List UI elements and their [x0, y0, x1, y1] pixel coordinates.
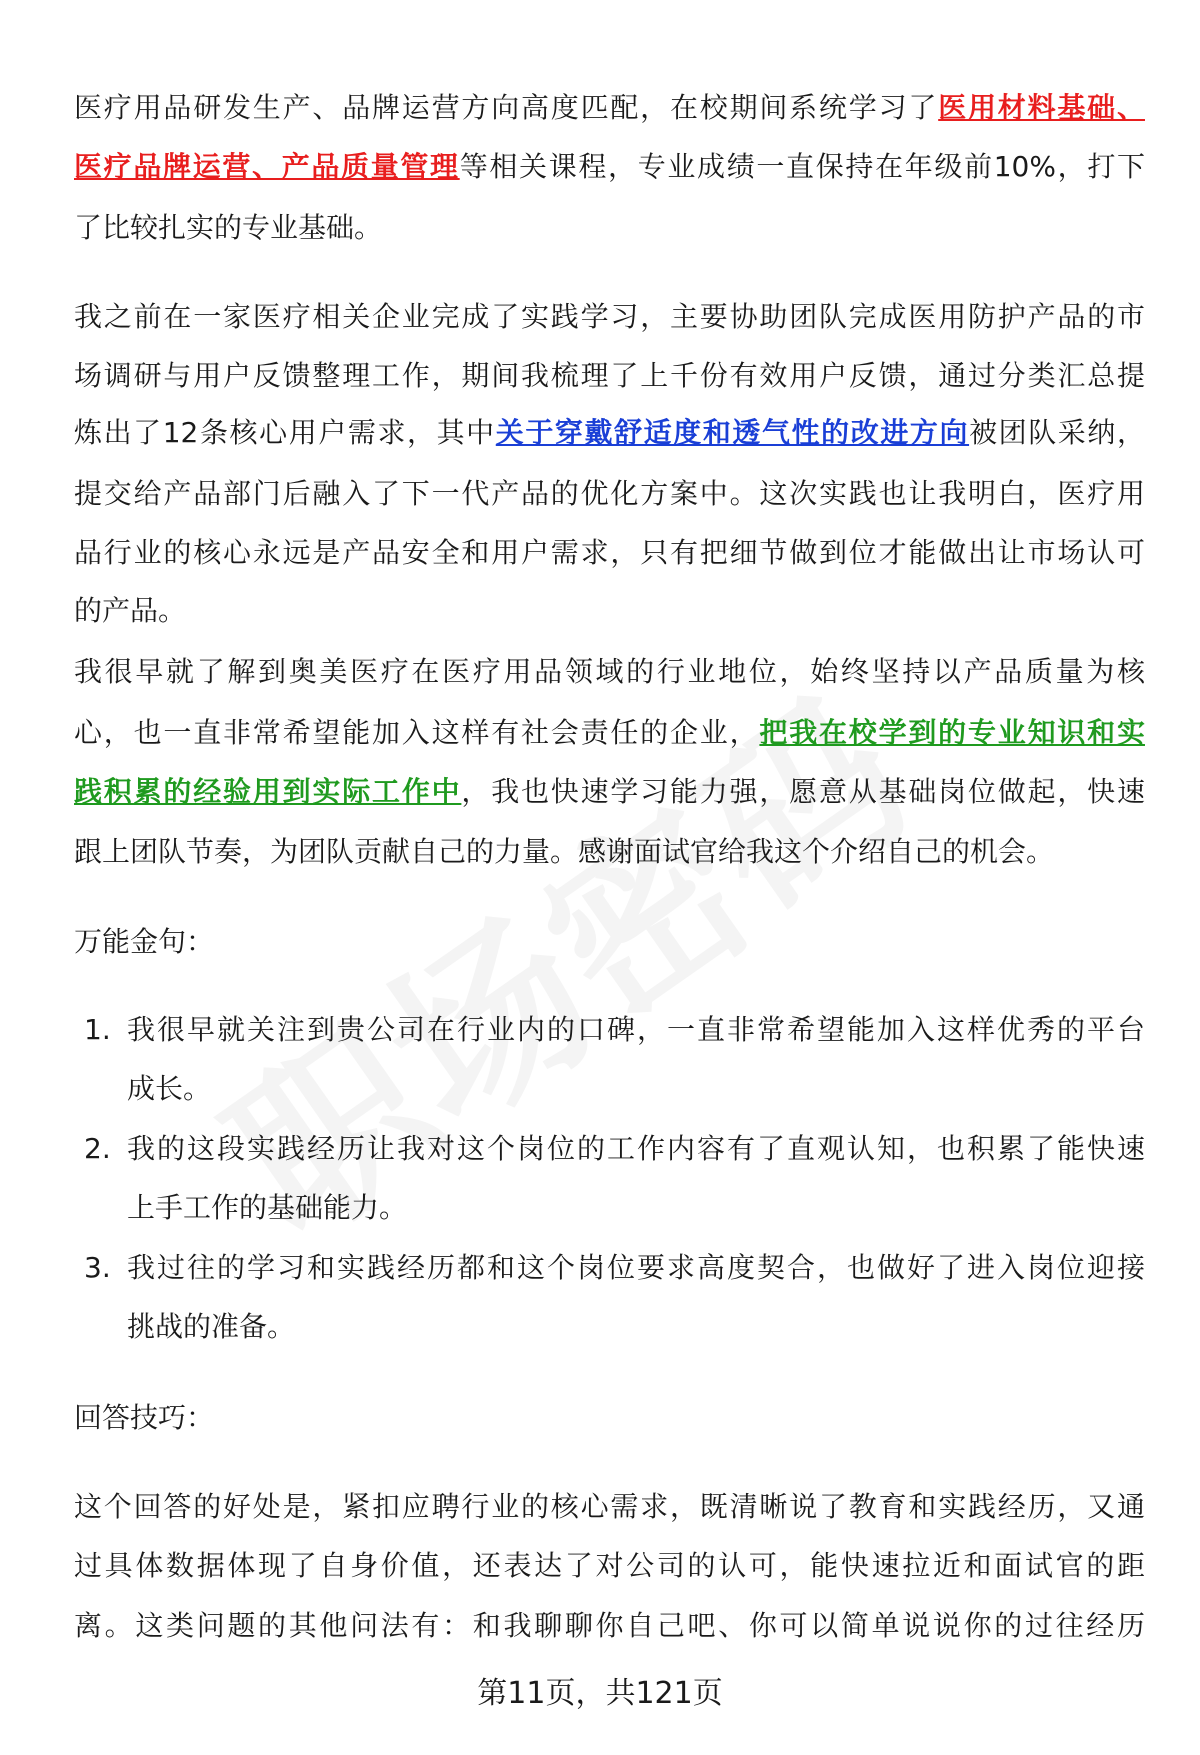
text-segment: 场调研与用户反馈整理工作，期间我梳理了上千份有效用户反馈，通过分类汇总提 [74, 359, 1145, 392]
text-segment: 的产品。 [74, 594, 187, 627]
text-line [74, 208, 1145, 248]
text-segment: 我过往的学习和实践经历都和这个岗位要求高度契合，也做好了进入岗位迎接 [127, 1251, 1145, 1284]
highlighted-text: 把我在校学到的专业知识和实 [759, 716, 1145, 749]
text-line [74, 88, 1145, 128]
text-line [74, 297, 1145, 337]
text-line [74, 832, 1145, 872]
text-segment: 我很早就关注到贵公司在行业内的口碑，一直非常希望能加入这样优秀的平台 [127, 1013, 1145, 1046]
text-line [74, 356, 1145, 396]
text-line [127, 1188, 1145, 1228]
text-line [74, 413, 1145, 453]
text-segment: 了比较扎实的专业基础。 [74, 211, 383, 244]
text-segment: 跟上团队节奏，为团队贡献自己的力量。感谢面试官给我这个介绍自己的机会。 [74, 835, 1055, 868]
text-line [74, 922, 1145, 962]
list-number: 2. [84, 1132, 111, 1165]
text-segment: 我之前在一家医疗相关企业完成了实践学习，主要协助团队完成医用防护产品的市 [74, 300, 1145, 333]
highlighted-text: 关于穿戴舒适度和透气性的改进方向 [495, 416, 970, 449]
text-segment: 回答技巧： [74, 1401, 215, 1434]
page-number: 第11页，共121页 [477, 1676, 723, 1711]
text-segment: 品行业的核心永远是产品安全和用户需求，只有把细节做到位才能做出让市场认可 [74, 536, 1145, 569]
text-line [74, 1546, 1145, 1586]
text-segment: 上手工作的基础能力。 [127, 1191, 408, 1224]
text-segment: 我很早就了解到奥美医疗在医疗用品领域的行业地位，始终坚持以产品质量为核 [74, 655, 1145, 688]
text-segment: 挑战的准备。 [127, 1310, 296, 1343]
highlighted-text: 医用材料基础、 [938, 91, 1145, 124]
text-line [74, 713, 1145, 753]
text-line [74, 1606, 1145, 1646]
text-segment: 成长。 [127, 1072, 212, 1105]
highlighted-text: 医疗品牌运营、产品质量管理 [74, 150, 460, 183]
text-line [74, 772, 1145, 812]
text-line [127, 1010, 1145, 1050]
text-line [127, 1069, 1145, 1109]
text-segment: 炼出了12条核心用户需求，其中 [74, 416, 496, 449]
text-segment: 这个回答的好处是，紧扣应聘行业的核心需求，既清晰说了教育和实践经历，又通 [74, 1490, 1145, 1523]
text-segment: ，我也快速学习能力强，愿意从基础岗位做起，快速 [461, 775, 1145, 808]
list-number: 3. [84, 1251, 111, 1284]
text-segment: 医疗用品研发生产、品牌运营方向高度匹配，在校期间系统学习了 [74, 91, 939, 124]
text-segment: 离。这类问题的其他问法有：和我聊聊你自己吧、你可以简单说说你的过往经历 [74, 1609, 1145, 1642]
text-segment: 心，也一直非常希望能加入这样有社会责任的企业， [74, 716, 760, 749]
text-segment: 被团队采纳， [969, 416, 1145, 449]
text-line [74, 474, 1145, 514]
text-line [74, 1398, 1145, 1438]
text-line [74, 591, 1145, 631]
highlighted-text: 践积累的经验用到实际工作中 [74, 775, 462, 808]
text-line [74, 533, 1145, 573]
text-segment: 等相关课程，专业成绩一直保持在年级前10%，打下 [459, 150, 1145, 183]
text-line [74, 652, 1145, 692]
text-segment: 过具体数据体现了自身价值，还表达了对公司的认可，能快速拉近和面试官的距 [74, 1549, 1145, 1582]
text-line [127, 1129, 1145, 1169]
text-line [127, 1307, 1145, 1347]
text-segment: 我的这段实践经历让我对这个岗位的工作内容有了直观认知，也积累了能快速 [127, 1132, 1145, 1165]
text-line [74, 147, 1145, 187]
text-line [127, 1248, 1145, 1288]
text-line [74, 1487, 1145, 1527]
list-number: 1. [84, 1013, 111, 1046]
text-segment: 万能金句： [74, 925, 215, 958]
text-segment: 提交给产品部门后融入了下一代产品的优化方案中。这次实践也让我明白，医疗用 [74, 477, 1145, 510]
